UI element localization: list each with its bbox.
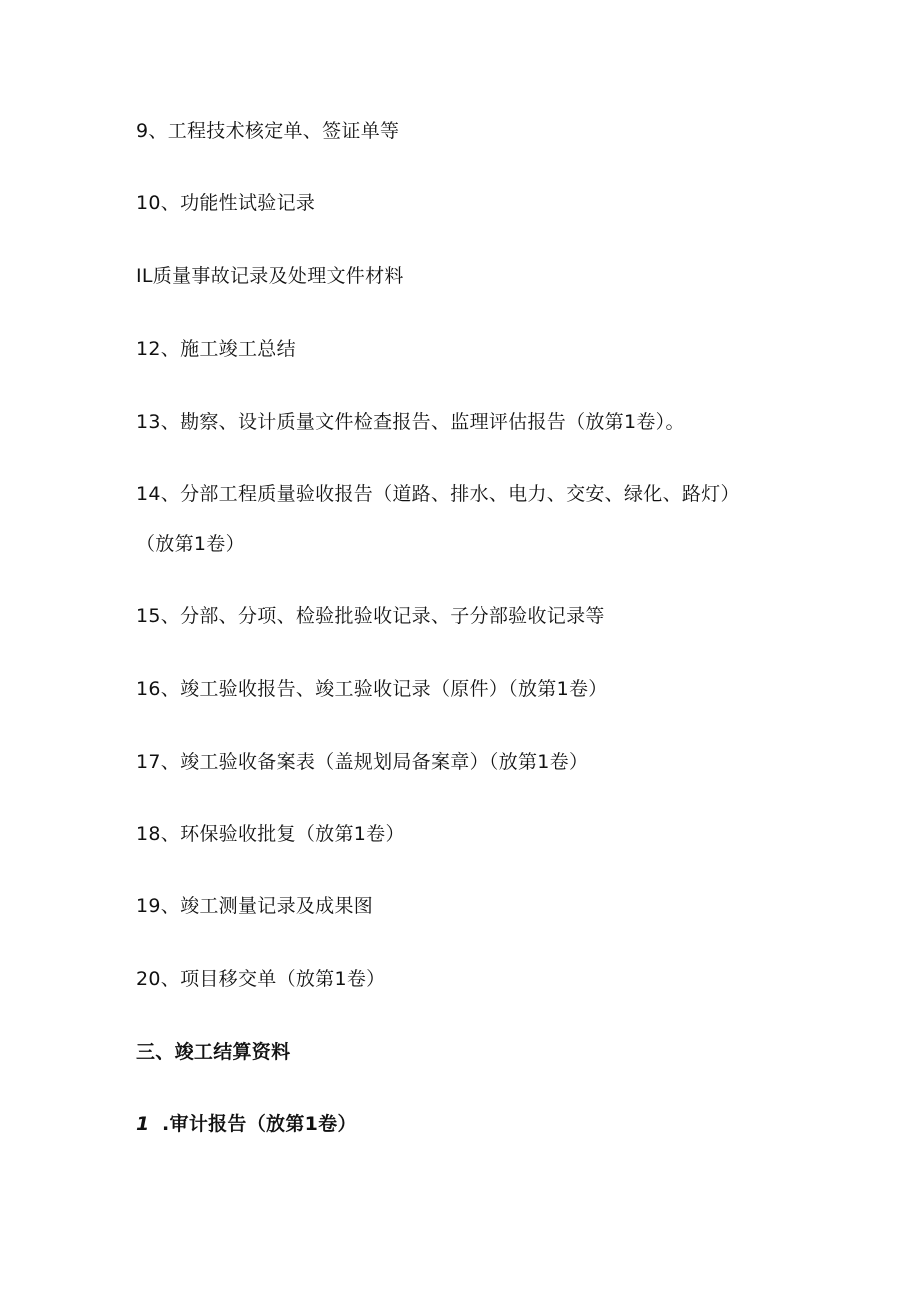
sub-item-text: .审计报告（放第1卷） xyxy=(162,1113,357,1135)
list-item: 15、分部、分项、检验批验收记录、子分部验收记录等 xyxy=(136,605,605,627)
list-item: 16、竣工验收报告、竣工验收记录（原件）（放第1卷） xyxy=(136,678,608,700)
list-item: 18、环保验收批复（放第1卷） xyxy=(136,823,405,845)
list-item: IL质量事故记录及处理文件材料 xyxy=(136,265,404,287)
list-item: 12、施工竣工总结 xyxy=(136,338,296,360)
list-item: 20、项目移交单（放第1卷） xyxy=(136,968,386,990)
list-item: 17、竣工验收备案表（盖规划局备案章）（放第1卷） xyxy=(136,751,589,773)
list-item: 14、分部工程质量验收报告（道路、排水、电力、交安、绿化、路灯） xyxy=(136,483,740,505)
list-item-continuation: （放第1卷） xyxy=(136,533,245,555)
list-item: 10、功能性试验记录 xyxy=(136,192,316,214)
sub-item-number: 1 xyxy=(136,1113,150,1135)
list-item: 19、竣工测量记录及成果图 xyxy=(136,895,374,917)
list-item: 13、勘察、设计质量文件检查报告、监理评估报告（放第1卷）。 xyxy=(136,411,685,433)
section-heading: 三、竣工结算资料 xyxy=(136,1041,291,1063)
list-item: 9、工程技术核定单、签证单等 xyxy=(136,120,400,142)
sub-item xyxy=(136,1111,357,1137)
